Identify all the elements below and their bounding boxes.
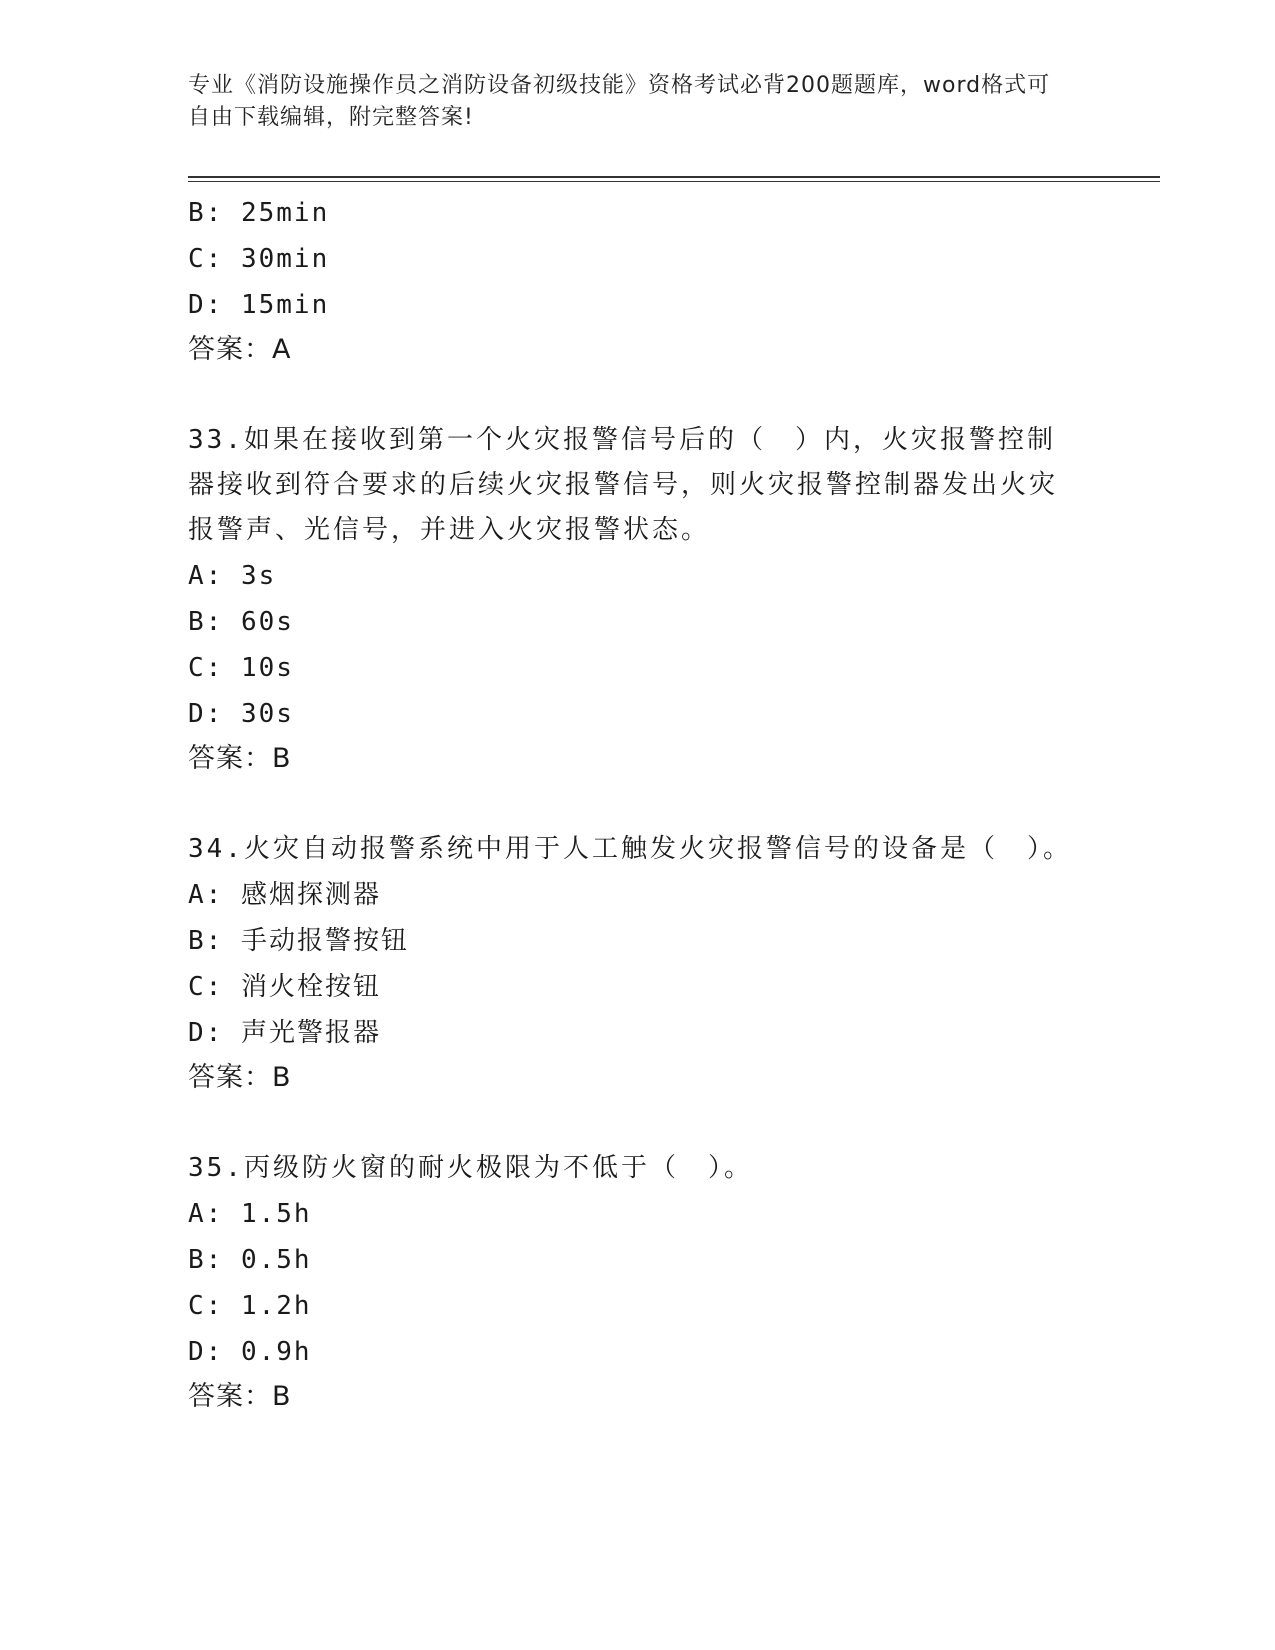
option-d: D: 声光警报器 xyxy=(188,1018,381,1048)
question-stem: 33.如果在接收到第一个火灾报警信号后的（ ）内，火灾报警控制器接收到符合要求的后续火灾报警信号，则火灾报警控制器发出火灾报警声、光信号，并进入火灾报警状态。 xyxy=(188,425,1059,545)
question-gap xyxy=(188,781,1088,827)
header-rule-thin xyxy=(188,181,1160,182)
header-rule-thick xyxy=(188,176,1160,178)
question-gap xyxy=(188,372,1088,418)
option-a: A: 3s xyxy=(188,561,277,591)
answer-line: 答案：A xyxy=(188,334,292,365)
question-gap xyxy=(188,1100,1088,1146)
question-list xyxy=(188,190,1088,1419)
question-stem: 35.丙级防火窗的耐火极限为不低于（ ）。 xyxy=(188,1153,753,1183)
option-c: C: 1.2h xyxy=(188,1291,312,1321)
option-c: C: 消火栓按钮 xyxy=(188,972,381,1002)
document-header: 专业《消防设施操作员之消防设备初级技能》资格考试必背200题题库，word格式可自由下载编辑，附完整答案! xyxy=(188,73,1051,130)
question-34 xyxy=(188,827,1088,1100)
option-c: C: 30min xyxy=(188,244,330,274)
answer-line: 答案：B xyxy=(188,1062,292,1093)
option-b: B: 60s xyxy=(188,607,294,637)
question-35 xyxy=(188,1146,1088,1419)
option-b: B: 手动报警按钮 xyxy=(188,926,409,956)
question-stem: 34.火灾自动报警系统中用于人工触发火灾报警信号的设备是（ ）。 xyxy=(188,834,1072,864)
option-b: B: 0.5h xyxy=(188,1245,312,1275)
answer-line: 答案：B xyxy=(188,1381,292,1412)
option-b: B: 25min xyxy=(188,198,330,228)
option-c: C: 10s xyxy=(188,653,294,683)
question-32-tail xyxy=(188,190,1088,372)
option-a: A: 1.5h xyxy=(188,1199,312,1229)
option-d: D: 0.9h xyxy=(188,1337,312,1367)
option-d: D: 15min xyxy=(188,290,330,320)
option-d: D: 30s xyxy=(188,699,294,729)
question-33 xyxy=(188,418,1088,781)
answer-line: 答案：B xyxy=(188,743,292,774)
option-a: A: 感烟探测器 xyxy=(188,880,381,910)
